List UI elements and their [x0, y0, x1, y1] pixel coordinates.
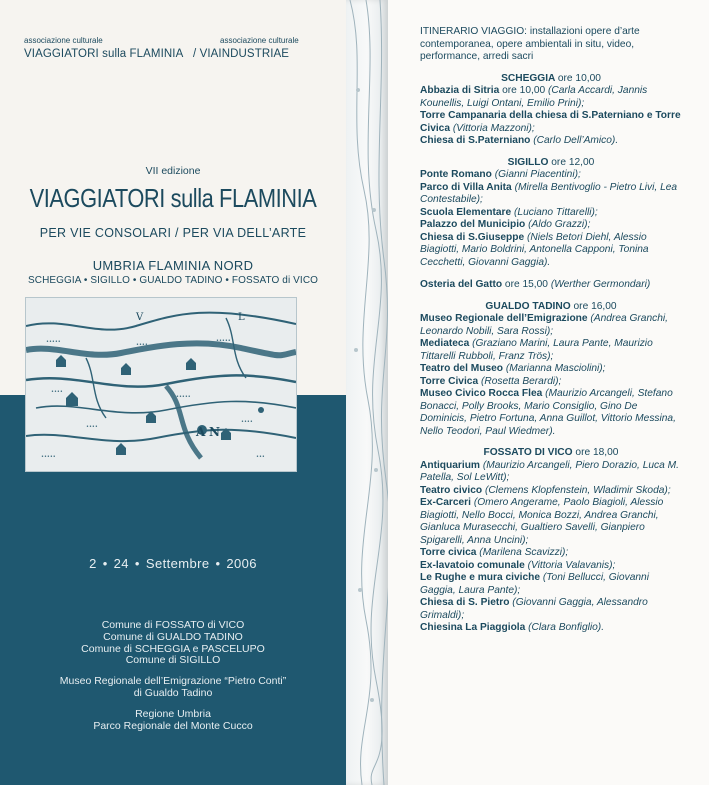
venue-name: Palazzo del Municipio [420, 219, 526, 230]
section-town: FOSSATO DI VICO [483, 447, 573, 458]
venue-name: Osteria del Gatto [420, 279, 503, 290]
artist-list: (Gianni Piacentini); [494, 169, 581, 180]
date-month: Settembre [145, 556, 210, 571]
itinerary-sections [420, 73, 682, 635]
itinerary-entry [420, 135, 682, 148]
venue-name: Le Rughe e mura civiche [420, 572, 541, 583]
section-time: ore 16,00 [573, 300, 617, 312]
venue-name: Teatro del Museo [420, 363, 504, 374]
artist-list: (Maurizio Arcangeli, Stefano Bonacci, Polly Brooks, Mario Consiglio, Gino De Dominicis, Pietro Fortuna, Anna Guillot, Vittorio Messina, Nello Teodori, Paul Wiedmer). [420, 388, 676, 437]
svg-text:•••••: ••••• [176, 394, 191, 400]
organizer-line: Museo Regionale dell’Emigrazione “Pietro Conti” [59, 675, 287, 688]
venue-name: Chiesina La Piaggiola [420, 622, 526, 633]
venue-time: ore 10,00 [499, 85, 548, 96]
organizer-line: Comune di GUALDO TADINO [103, 630, 243, 643]
artist-list: (Marianna Masciolini); [505, 363, 606, 374]
artist-list: (Aldo Grazzi); [528, 219, 591, 230]
venue-name: Parco di Villa Anita [420, 181, 512, 193]
artist-list: (Marilena Scavizzi); [479, 547, 569, 558]
organizers-list [0, 620, 346, 732]
itinerary-entry [420, 110, 682, 135]
itinerary-entry [420, 388, 682, 438]
section-heading [420, 301, 682, 314]
svg-text:•••••: ••••• [216, 338, 231, 344]
artist-list: (Graziano Marini, Laura Pante, Maurizio Tittarelli Rubboli, Franz Trös); [420, 338, 653, 362]
itinerary-entry [420, 572, 682, 597]
venue-name: Museo Civico Rocca Flea [420, 388, 543, 399]
itinerary-entry [420, 338, 682, 363]
svg-text:A: A [196, 425, 206, 439]
venue-name: Teatro civico [420, 484, 483, 496]
itinerary-entry [420, 485, 682, 498]
itinerary-entry [420, 85, 682, 110]
venue-name: Scuola Elementare [420, 206, 512, 218]
venue-name: Mediateca [420, 338, 470, 349]
section-heading [420, 447, 682, 460]
svg-text:N: N [209, 425, 220, 439]
svg-text:V: V [136, 312, 144, 323]
artist-list: (Toni Bellucci, Giovanni Gaggia, Laura Pante); [420, 572, 649, 596]
region-label: UMBRIA FLAMINIA NORD [92, 258, 254, 273]
organizer-line: Comune di SCHEGGIA e PASCELUPO [81, 642, 265, 655]
artist-list: (Omero Angerame, Paolo Biagioli, Alessio Biagiotti, Nello Bocci, Monica Bozzi, Andrea Granchi, Gianluca Murasecchi, Gualtiero Savelli, Gianpiero Spigarelli, Anna Uncini); [420, 497, 664, 546]
svg-text:•••••: ••••• [41, 454, 56, 460]
date-start: 2 [89, 556, 97, 571]
itinerary-text [420, 26, 682, 635]
page-subtitle: PER VIE CONSOLARI / PER VIA DELL’ARTE [39, 226, 307, 240]
itinerary-entry [420, 169, 682, 182]
itinerary-entry [420, 497, 682, 547]
organizer-line: Regione Umbria [135, 707, 211, 720]
section-town: GUALDO TADINO [485, 300, 571, 312]
artist-list: (Maurizio Arcangeli, Piero Dorazio, Luca M. Patella, Sol LeWitt); [420, 459, 679, 483]
itinerary-entry [420, 279, 682, 292]
section-time: ore 10,00 [557, 72, 601, 84]
itinerary-entry [420, 597, 682, 622]
svg-text:••••: •••• [136, 342, 148, 348]
venue-time: ore 15,00 [502, 279, 551, 290]
artist-list: (Vittoria Valavanis); [527, 559, 616, 571]
organizer-line: Comune di FOSSATO di VICO [101, 619, 245, 631]
svg-text:••••: •••• [86, 424, 98, 430]
venue-name: Ex-lavatoio comunale [420, 559, 525, 571]
organizer-line: Comune di SIGILLO [125, 654, 221, 667]
venue-name: Chiesa di S.Paterniano [420, 135, 531, 146]
section-town: SCHEGGIA [501, 72, 556, 84]
assoc-right-label: associazione culturale [220, 36, 299, 45]
artist-list: (Vittoria Mazzoni); [452, 122, 535, 134]
venue-name: Chiesa di S.Giuseppe [420, 231, 525, 243]
itinerary-entry [420, 232, 682, 270]
svg-text:••••: •••• [241, 419, 253, 425]
venue-name: Antiquarium [420, 459, 480, 471]
section-time: ore 12,00 [551, 156, 595, 168]
itinerary-entry [420, 219, 682, 232]
artist-list: (Niels Betori Diehl, Alessio Biagiotti, Mario Boldrini, Antonella Capponi, Tonina Cecchetti, Giovanni Gaggia). [420, 231, 649, 268]
itinerary-entry [420, 547, 682, 560]
itinerary-entry [420, 182, 682, 207]
svg-text:•••: ••• [256, 454, 265, 460]
artist-list: (Luciano Tittarelli); [514, 206, 598, 218]
section-heading [420, 73, 682, 86]
venue-name: Ex-Carceri [420, 497, 471, 508]
venue-name: Ponte Romano [420, 169, 492, 180]
section-time: ore 18,00 [575, 447, 619, 458]
artist-list: (Andrea Granchi, Leonardo Nobili, Sara Rossi); [420, 313, 668, 337]
artist-list: (Giovanni Gaggia, Alessandro Grimaldi); [420, 597, 648, 621]
page-title: VIAGGIATORI sulla FLAMINIA [29, 183, 317, 213]
itinerary-entry [420, 313, 682, 338]
section-town: SIGILLO [507, 156, 549, 168]
svg-text:L: L [238, 312, 245, 323]
venue-name: Museo Regionale dell’Emigrazione [420, 313, 588, 324]
itinerary-entry [420, 207, 682, 220]
towns-label: SCHEGGIA • SIGILLO • GUALDO TADINO • FOSSATO di VICO [27, 275, 319, 286]
assoc-right-name: / VIAINDUSTRIAE [193, 48, 290, 60]
itinerary-entry [420, 376, 682, 389]
artist-list: (Clemens Klopfenstein, Wladimir Skoda); [484, 484, 671, 496]
svg-text:•••••: ••••• [46, 339, 61, 345]
artist-list: (Werther Germondari) [550, 279, 651, 290]
artist-list: (Carla Accardi, Jannis Kounellis, Luigi Ontani, Emilio Prini); [420, 85, 648, 109]
itinerary-entry [420, 363, 682, 376]
date-end: 24 [113, 556, 129, 571]
venue-name: Chiesa di S. Pietro [420, 597, 510, 608]
venue-name: Torre Campanaria della chiesa di S.Paterniano e Torre Civica [420, 110, 681, 134]
date-year: 2006 [226, 556, 257, 571]
svg-text:••••: •••• [51, 389, 63, 395]
organizer-line: di Gualdo Tadino [133, 686, 213, 699]
organizer-line: Parco Regionale del Monte Cucco [93, 719, 253, 732]
assoc-left-label: associazione culturale [24, 36, 103, 45]
ancient-map-icon [26, 298, 296, 471]
artist-list: (Clara Bonfiglio). [528, 622, 605, 633]
venue-name: Torre civica [420, 547, 477, 558]
artist-list: (Carlo Dell’Amico). [533, 135, 619, 146]
artist-list: (Rosetta Berardi); [480, 375, 562, 387]
artist-list: (Mirella Bentivoglio - Pietro Livi, Lea Contestabile); [420, 181, 678, 205]
event-dates: 2 • 24 • Settembre • 2006 [89, 556, 257, 571]
itinerary-intro: ITINERARIO VIAGGIO: installazioni opere d’arte contemporanea, opere ambientali in situ, video, performance, arredi sacri [420, 26, 640, 62]
itinerary-entry [420, 622, 682, 635]
edition-label: VII edizione [145, 165, 201, 177]
map-illustration [25, 297, 297, 472]
left-panel [0, 0, 346, 785]
folded-map-strip [346, 0, 388, 785]
venue-name: Abbazia di Sitria [420, 85, 500, 96]
section-heading [420, 157, 682, 170]
assoc-left-name: VIAGGIATORI sulla FLAMINIA [24, 48, 184, 60]
map-strip-icon [346, 0, 388, 785]
itinerary-entry [420, 460, 682, 485]
itinerary-entry [420, 560, 682, 573]
venue-name: Torre Civica [420, 375, 479, 387]
